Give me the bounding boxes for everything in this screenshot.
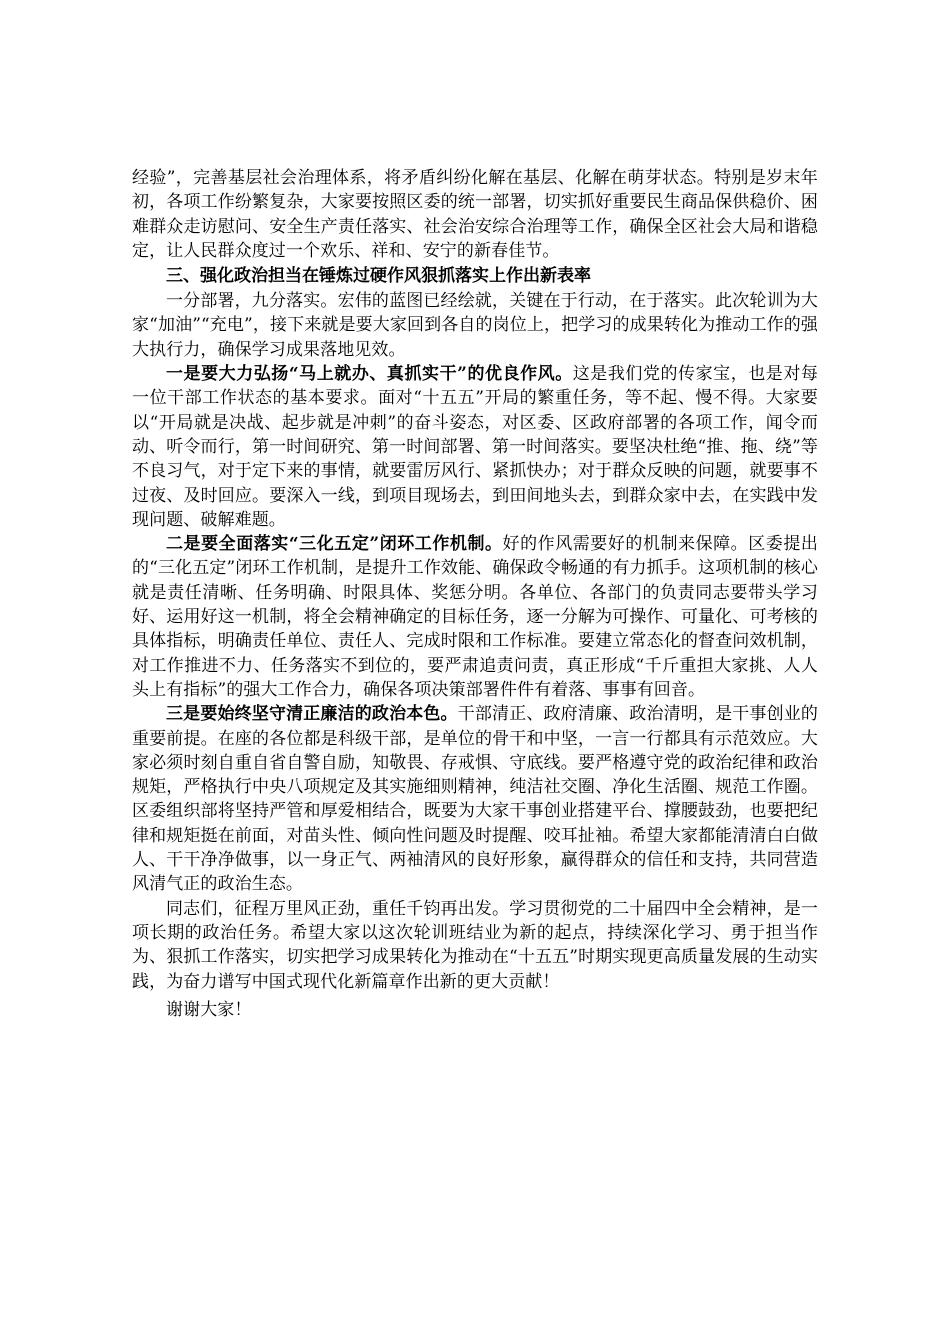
document-page [132,166,818,1022]
paragraph-deployment: 一分部署，九分落实。宏伟的蓝图已经绘就，关键在于行动，在于落实。此次轮训为大家“加油”“充电”，接下来就是要大家回到各自的岗位上，把学习的成果转化为推动工作的强大执行力，确保学习成果落地见效。 [132,291,818,360]
closing-thanks: 谢谢大家！ [166,999,252,1020]
paragraph-point-two [132,532,818,702]
paragraph-conclusion: 同志们，征程万里风正劲，重任千钧再出发。学习贯彻党的二十届四中全会精神，是一项长期的政治任务。希望大家以这次轮训班结业为新的起点，持续深化学习、勇于担当作为、狠抓工作落实，切实把学习成果转化为推动在“十五五”时期实现更高质量发展的生动实践，为奋力谱写中国式现代化新篇章作出新的更大贡献！ [132,898,818,992]
point-two-body: 好的作风需要好的机制来保障。区委提出的“三化五定”闭环工作机制，是提升工作效能、确保政令畅通的有力抓手。这项机制的核心就是责任清晰、任务明确、时限具体、奖惩分明。各单位、各部门的负责同志要带头学习好、运用好这一机制，将全会精神确定的目标任务，逐一分解为可操作、可量化、可考核的具体指标，明确责任单位、责任人、完成时限和工作标准。要建立常态化的督查问效机制，对工作推进不力、任务落实不到位的，要严肃追责问责，真正形成“千斤重担大家挑、人人头上有指标”的强大工作合力，确保各项决策部署件件有着落、事事有回音。 [132,534,818,700]
point-two-lead: 二是要全面落实“三化五定”闭环工作机制。 [166,534,503,555]
point-three-lead: 三是要始终坚守清正廉洁的政治本色。 [166,704,458,725]
section-heading-three: 三、强化政治担当在锤炼过硬作风狠抓落实上作出新表率 [166,266,591,287]
point-one-lead: 一是要大力弘扬“马上就办、真抓实干”的优良作风。 [166,364,573,385]
paragraph-continuation: 经验”，完善基层社会治理体系，将矛盾纠纷化解在基层、化解在萌芽状态。特别是岁末年初，各项工作纷繁复杂，大家要按照区委的统一部署，切实抓好重要民生商品保供稳价、困难群众走访慰问、安全生产责任落实、社会治安综合治理等工作，确保全区社会大局和谐稳定，让人民群众度过一个欢乐、祥和、安宁的新春佳节。 [132,168,818,261]
paragraph-point-three [132,702,818,896]
point-three-body: 干部清正、政府清廉、政治清明，是干事创业的重要前提。在座的各位都是科级干部，是单位的骨干和中坚，一言一行都具有示范效应。大家必须时刻自重自省自警自励，知敬畏、存戒惧、守底线。要严格遵守党的政治纪律和政治规矩，严格执行中央八项规定及其实施细则精神，纯洁社交圈、净化生活圈、规范工作圈。区委组织部将坚持严管和厚爱相结合，既要为大家干事创业搭建平台、撑腰鼓劲，也要把纪律和规矩挺在前面，对苗头性、倾向性问题及时提醒、咬耳扯袖。希望大家都能清清白白做人、干干净净做事，以一身正气、两袖清风的良好形象，赢得群众的信任和支持，共同营造风清气正的政治生态。 [132,704,819,895]
point-one-body: 这是我们党的传家宝，也是对每一位干部工作状态的基本要求。面对“十五五”开局的繁重任务，等不起、慢不得。大家要以“开局就是决战、起步就是冲刺”的奋斗姿态，对区委、区政府部署的各项工作，闻令而动、听令而行，第一时间研究、第一时间部署、第一时间落实。要坚决杜绝“推、拖、绕”等不良习气，对于定下来的事情，就要雷厉风行、紧抓快办；对于群众反映的问题，就要事不过夜、及时回应。要深入一线，到项目现场去，到田间地头去，到群众家中去，在实践中发现问题、破解难题。 [132,364,818,530]
paragraph-point-one [132,362,818,532]
